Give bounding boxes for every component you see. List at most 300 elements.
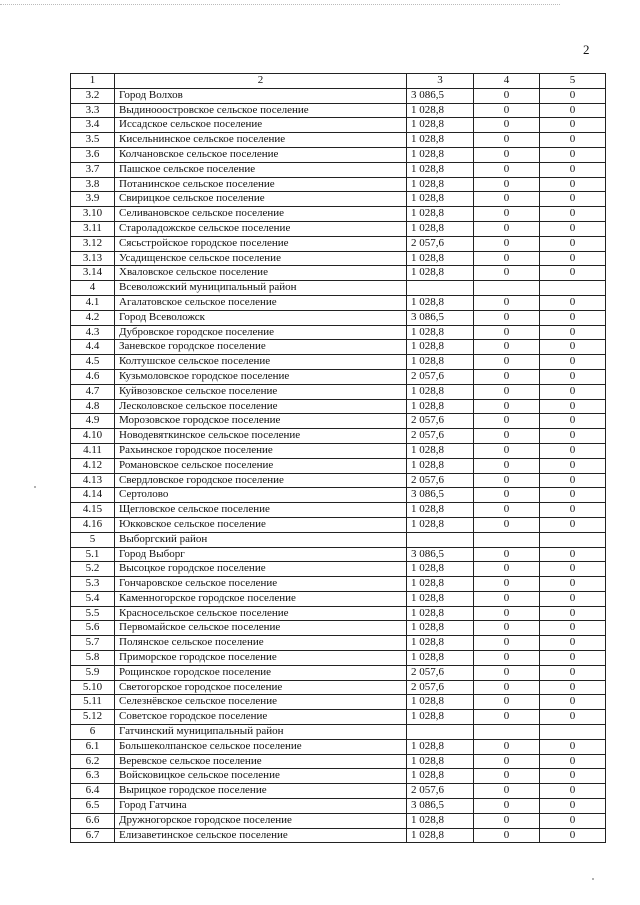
row-number: 4.16: [71, 517, 115, 532]
table-row: [71, 177, 606, 192]
row-number: 3.5: [71, 133, 115, 148]
row-number: 3.11: [71, 221, 115, 236]
table-row: [71, 547, 606, 562]
municipality-name: Новодевяткинское сельское поселение: [115, 429, 407, 444]
table-row: [71, 710, 606, 725]
row-number: 4.10: [71, 429, 115, 444]
col-4-value: 0: [474, 355, 540, 370]
municipality-name: Веревское сельское поселение: [115, 754, 407, 769]
col-4-value: 0: [474, 295, 540, 310]
row-number: 6.7: [71, 828, 115, 843]
municipality-name: Советское городское поселение: [115, 710, 407, 725]
table-row: [71, 769, 606, 784]
municipality-name: Красносельское сельское поселение: [115, 606, 407, 621]
municipality-name: Город Гатчина: [115, 799, 407, 814]
table-row: [71, 88, 606, 103]
amount: 1 028,8: [407, 266, 474, 281]
row-number: 4.5: [71, 355, 115, 370]
table-row: [71, 162, 606, 177]
municipality-name: Приморское городское поселение: [115, 651, 407, 666]
municipality-name: Светогорское городское поселение: [115, 680, 407, 695]
row-number: 3.6: [71, 147, 115, 162]
col-5-value: 0: [540, 192, 606, 207]
table-row: [71, 266, 606, 281]
row-number: 3.4: [71, 118, 115, 133]
col-4-value: 0: [474, 177, 540, 192]
municipality-name: Романовское сельское поселение: [115, 458, 407, 473]
municipality-name: Лесколовское сельское поселение: [115, 399, 407, 414]
municipality-name: Полянское сельское поселение: [115, 636, 407, 651]
col-4-value: 0: [474, 103, 540, 118]
municipality-name: Колчановское сельское поселение: [115, 147, 407, 162]
municipality-name: Выборгский район: [115, 532, 407, 547]
col-4-value: 0: [474, 621, 540, 636]
col-5-value: 0: [540, 414, 606, 429]
header-col-2: 2: [115, 74, 407, 89]
municipality-name: Гатчинский муниципальный район: [115, 725, 407, 740]
municipality-name: Староладожское сельское поселение: [115, 221, 407, 236]
amount: 2 057,6: [407, 473, 474, 488]
row-number: 5.12: [71, 710, 115, 725]
col-4-value: 0: [474, 266, 540, 281]
col-4-value: 0: [474, 680, 540, 695]
col-4-value: 0: [474, 754, 540, 769]
col-5-value: 0: [540, 177, 606, 192]
col-5-value: 0: [540, 103, 606, 118]
amount: 1 028,8: [407, 221, 474, 236]
col-4-value: 0: [474, 458, 540, 473]
municipality-name: Вырицкое городское поселение: [115, 784, 407, 799]
col-5-value: 0: [540, 147, 606, 162]
amount: 2 057,6: [407, 784, 474, 799]
row-number: 4.1: [71, 295, 115, 310]
col-5-value: 0: [540, 754, 606, 769]
row-number: 3.8: [71, 177, 115, 192]
amount: 1 028,8: [407, 754, 474, 769]
municipality-name: Сясьстройское городское поселение: [115, 236, 407, 251]
col-4-value: [474, 281, 540, 296]
municipality-name: Морозовское городское поселение: [115, 414, 407, 429]
table-row: [71, 606, 606, 621]
col-4-value: 0: [474, 251, 540, 266]
col-5-value: [540, 725, 606, 740]
col-5-value: 0: [540, 399, 606, 414]
table-row: [71, 754, 606, 769]
col-4-value: 0: [474, 547, 540, 562]
table-row: [71, 133, 606, 148]
table-row: [71, 325, 606, 340]
amount: 1 028,8: [407, 177, 474, 192]
table-row: [71, 680, 606, 695]
municipality-name: Город Выборг: [115, 547, 407, 562]
col-5-value: [540, 532, 606, 547]
amount: [407, 281, 474, 296]
table-row: [71, 784, 606, 799]
header-col-1: 1: [71, 74, 115, 89]
col-4-value: 0: [474, 695, 540, 710]
table-row: [71, 828, 606, 843]
col-4-value: 0: [474, 651, 540, 666]
municipality-name: Кузьмоловское городское поселение: [115, 369, 407, 384]
row-number: 4.6: [71, 369, 115, 384]
col-4-value: 0: [474, 236, 540, 251]
row-number: 3.3: [71, 103, 115, 118]
header-col-4: 4: [474, 74, 540, 89]
table-row: [71, 725, 606, 740]
row-number: 6.5: [71, 799, 115, 814]
municipality-name: Хваловское сельское поселение: [115, 266, 407, 281]
table-row: [71, 562, 606, 577]
col-4-value: 0: [474, 577, 540, 592]
col-5-value: 0: [540, 739, 606, 754]
municipality-name: Усадищенское сельское поселение: [115, 251, 407, 266]
col-4-value: 0: [474, 384, 540, 399]
table-row: [71, 503, 606, 518]
row-number: 5.7: [71, 636, 115, 651]
table-row: [71, 458, 606, 473]
municipality-name: Высоцкое городское поселение: [115, 562, 407, 577]
row-number: 4.4: [71, 340, 115, 355]
municipality-name: Селивановское сельское поселение: [115, 207, 407, 222]
row-number: 6.4: [71, 784, 115, 799]
col-4-value: 0: [474, 473, 540, 488]
col-4-value: 0: [474, 325, 540, 340]
col-4-value: 0: [474, 310, 540, 325]
col-4-value: 0: [474, 591, 540, 606]
amount: 1 028,8: [407, 503, 474, 518]
col-5-value: 0: [540, 325, 606, 340]
col-4-value: 0: [474, 192, 540, 207]
municipality-name: Дубровское городское поселение: [115, 325, 407, 340]
col-4-value: 0: [474, 133, 540, 148]
municipality-name: Пашское сельское поселение: [115, 162, 407, 177]
row-number: 4.12: [71, 458, 115, 473]
row-number: 3.2: [71, 88, 115, 103]
col-4-value: 0: [474, 443, 540, 458]
amount: 1 028,8: [407, 695, 474, 710]
col-4-value: 0: [474, 710, 540, 725]
table-row: [71, 651, 606, 666]
municipality-name: Рощинское городское поселение: [115, 665, 407, 680]
col-5-value: 0: [540, 310, 606, 325]
row-number: 6.6: [71, 813, 115, 828]
col-5-value: 0: [540, 355, 606, 370]
col-4-value: [474, 725, 540, 740]
amount: 1 028,8: [407, 606, 474, 621]
table-row: [71, 369, 606, 384]
table-row: [71, 310, 606, 325]
col-4-value: 0: [474, 503, 540, 518]
row-number: 6.2: [71, 754, 115, 769]
amount: 1 028,8: [407, 133, 474, 148]
allocation-table: [70, 73, 606, 843]
amount: 1 028,8: [407, 325, 474, 340]
col-5-value: 0: [540, 473, 606, 488]
table-row: [71, 577, 606, 592]
table-row: [71, 281, 606, 296]
table-body: [71, 88, 606, 843]
amount: 1 028,8: [407, 591, 474, 606]
row-number: 5.1: [71, 547, 115, 562]
row-number: 5.10: [71, 680, 115, 695]
municipality-name: Елизаветинское сельское поселение: [115, 828, 407, 843]
col-5-value: 0: [540, 547, 606, 562]
table-row: [71, 295, 606, 310]
col-5-value: 0: [540, 517, 606, 532]
col-5-value: 0: [540, 162, 606, 177]
municipality-name: Гончаровское сельское поселение: [115, 577, 407, 592]
municipality-name: Щегловское сельское поселение: [115, 503, 407, 518]
table-row: [71, 739, 606, 754]
col-5-value: 0: [540, 236, 606, 251]
amount: [407, 725, 474, 740]
amount: 1 028,8: [407, 636, 474, 651]
amount: 1 028,8: [407, 384, 474, 399]
row-number: 3.10: [71, 207, 115, 222]
row-number: 5.11: [71, 695, 115, 710]
amount: 3 086,5: [407, 547, 474, 562]
col-5-value: 0: [540, 769, 606, 784]
row-number: 4: [71, 281, 115, 296]
header-col-5: 5: [540, 74, 606, 89]
table-row: [71, 517, 606, 532]
col-5-value: 0: [540, 488, 606, 503]
amount: 1 028,8: [407, 577, 474, 592]
amount: 1 028,8: [407, 192, 474, 207]
municipality-name: Рахьинское городское поселение: [115, 443, 407, 458]
col-5-value: 0: [540, 665, 606, 680]
table-row: [71, 103, 606, 118]
row-number: 5.3: [71, 577, 115, 592]
col-5-value: 0: [540, 443, 606, 458]
col-4-value: 0: [474, 799, 540, 814]
col-5-value: 0: [540, 340, 606, 355]
amount: 1 028,8: [407, 103, 474, 118]
table-row: [71, 488, 606, 503]
scan-speck: [34, 486, 36, 488]
col-4-value: [474, 532, 540, 547]
amount: 2 057,6: [407, 680, 474, 695]
row-number: 5.8: [71, 651, 115, 666]
col-4-value: 0: [474, 414, 540, 429]
table-row: [71, 147, 606, 162]
col-5-value: 0: [540, 251, 606, 266]
col-4-value: 0: [474, 517, 540, 532]
municipality-name: Сертолово: [115, 488, 407, 503]
table-row: [71, 695, 606, 710]
col-4-value: 0: [474, 739, 540, 754]
municipality-name: Дружногорское городское поселение: [115, 813, 407, 828]
scan-artifact-line: [0, 4, 560, 5]
col-5-value: 0: [540, 680, 606, 695]
col-5-value: 0: [540, 710, 606, 725]
col-4-value: 0: [474, 665, 540, 680]
amount: 1 028,8: [407, 443, 474, 458]
col-5-value: 0: [540, 207, 606, 222]
scan-speck: [592, 878, 594, 880]
table-row: [71, 340, 606, 355]
table-row: [71, 473, 606, 488]
col-4-value: 0: [474, 147, 540, 162]
col-4-value: 0: [474, 488, 540, 503]
municipality-name: Юкковское сельское поселение: [115, 517, 407, 532]
col-5-value: 0: [540, 369, 606, 384]
col-4-value: 0: [474, 88, 540, 103]
municipality-name: Каменногорское городское поселение: [115, 591, 407, 606]
row-number: 5: [71, 532, 115, 547]
col-4-value: 0: [474, 636, 540, 651]
amount: 1 028,8: [407, 621, 474, 636]
row-number: 4.3: [71, 325, 115, 340]
table-row: [71, 414, 606, 429]
amount: 1 028,8: [407, 295, 474, 310]
amount: 1 028,8: [407, 399, 474, 414]
amount: 1 028,8: [407, 458, 474, 473]
table-row: [71, 799, 606, 814]
row-number: 5.5: [71, 606, 115, 621]
table-row: [71, 251, 606, 266]
col-5-value: 0: [540, 221, 606, 236]
amount: 1 028,8: [407, 710, 474, 725]
row-number: 3.13: [71, 251, 115, 266]
row-number: 3.7: [71, 162, 115, 177]
amount: 1 028,8: [407, 739, 474, 754]
amount: [407, 532, 474, 547]
col-4-value: 0: [474, 769, 540, 784]
row-number: 5.4: [71, 591, 115, 606]
municipality-name: Кисельнинское сельское поселение: [115, 133, 407, 148]
table-row: [71, 355, 606, 370]
municipality-name: Селезнёвское сельское поселение: [115, 695, 407, 710]
col-5-value: 0: [540, 651, 606, 666]
table-row: [71, 665, 606, 680]
amount: 2 057,6: [407, 236, 474, 251]
col-4-value: 0: [474, 562, 540, 577]
col-5-value: 0: [540, 133, 606, 148]
amount: 1 028,8: [407, 828, 474, 843]
municipality-name: Войсковицкое сельское поселение: [115, 769, 407, 784]
col-4-value: 0: [474, 118, 540, 133]
amount: 2 057,6: [407, 369, 474, 384]
municipality-name: Свирицкое сельское поселение: [115, 192, 407, 207]
col-5-value: 0: [540, 266, 606, 281]
row-number: 4.2: [71, 310, 115, 325]
col-4-value: 0: [474, 828, 540, 843]
row-number: 4.8: [71, 399, 115, 414]
col-5-value: 0: [540, 562, 606, 577]
col-4-value: 0: [474, 429, 540, 444]
row-number: 6.1: [71, 739, 115, 754]
col-4-value: 0: [474, 340, 540, 355]
table-row: [71, 384, 606, 399]
row-number: 4.13: [71, 473, 115, 488]
amount: 2 057,6: [407, 429, 474, 444]
municipality-name: Куйвозовское сельское поселение: [115, 384, 407, 399]
amount: 3 086,5: [407, 310, 474, 325]
amount: 1 028,8: [407, 813, 474, 828]
col-5-value: 0: [540, 695, 606, 710]
row-number: 4.15: [71, 503, 115, 518]
amount: 1 028,8: [407, 651, 474, 666]
amount: 1 028,8: [407, 118, 474, 133]
municipality-name: Большеколпанское сельское поселение: [115, 739, 407, 754]
header-col-3: 3: [407, 74, 474, 89]
col-5-value: 0: [540, 458, 606, 473]
table-header-row: [71, 74, 606, 89]
row-number: 5.9: [71, 665, 115, 680]
municipality-name: Потанинское сельское поселение: [115, 177, 407, 192]
table-row: [71, 399, 606, 414]
col-4-value: 0: [474, 221, 540, 236]
municipality-name: Город Волхов: [115, 88, 407, 103]
amount: 1 028,8: [407, 207, 474, 222]
col-4-value: 0: [474, 162, 540, 177]
amount: 1 028,8: [407, 147, 474, 162]
row-number: 3.12: [71, 236, 115, 251]
municipality-name: Агалатовское сельское поселение: [115, 295, 407, 310]
col-5-value: 0: [540, 799, 606, 814]
col-5-value: 0: [540, 636, 606, 651]
col-5-value: 0: [540, 591, 606, 606]
col-5-value: 0: [540, 295, 606, 310]
amount: 2 057,6: [407, 414, 474, 429]
table-row: [71, 118, 606, 133]
amount: 3 086,5: [407, 488, 474, 503]
table-row: [71, 443, 606, 458]
col-5-value: 0: [540, 784, 606, 799]
table-row: [71, 621, 606, 636]
municipality-name: Колтушское сельское поселение: [115, 355, 407, 370]
municipality-name: Всеволожский муниципальный район: [115, 281, 407, 296]
row-number: 5.2: [71, 562, 115, 577]
col-4-value: 0: [474, 813, 540, 828]
col-4-value: 0: [474, 369, 540, 384]
col-4-value: 0: [474, 207, 540, 222]
amount: 1 028,8: [407, 355, 474, 370]
amount: 1 028,8: [407, 251, 474, 266]
amount: 1 028,8: [407, 562, 474, 577]
row-number: 6.3: [71, 769, 115, 784]
col-5-value: 0: [540, 606, 606, 621]
municipality-name: Иссадское сельское поселение: [115, 118, 407, 133]
row-number: 4.7: [71, 384, 115, 399]
page-number: 2: [583, 42, 590, 57]
amount: 1 028,8: [407, 769, 474, 784]
col-5-value: 0: [540, 384, 606, 399]
table-row: [71, 591, 606, 606]
municipality-name: Первомайское сельское поселение: [115, 621, 407, 636]
row-number: 4.11: [71, 443, 115, 458]
amount: 1 028,8: [407, 517, 474, 532]
amount: 3 086,5: [407, 799, 474, 814]
col-5-value: 0: [540, 621, 606, 636]
row-number: 3.14: [71, 266, 115, 281]
municipality-name: Свердловское городское поселение: [115, 473, 407, 488]
amount: 3 086,5: [407, 88, 474, 103]
col-4-value: 0: [474, 399, 540, 414]
table-row: [71, 636, 606, 651]
table-row: [71, 429, 606, 444]
table-row: [71, 236, 606, 251]
row-number: 4.9: [71, 414, 115, 429]
col-5-value: 0: [540, 429, 606, 444]
row-number: 3.9: [71, 192, 115, 207]
table-row: [71, 192, 606, 207]
col-5-value: 0: [540, 503, 606, 518]
amount: 1 028,8: [407, 162, 474, 177]
municipality-name: Заневское городское поселение: [115, 340, 407, 355]
amount: 2 057,6: [407, 665, 474, 680]
